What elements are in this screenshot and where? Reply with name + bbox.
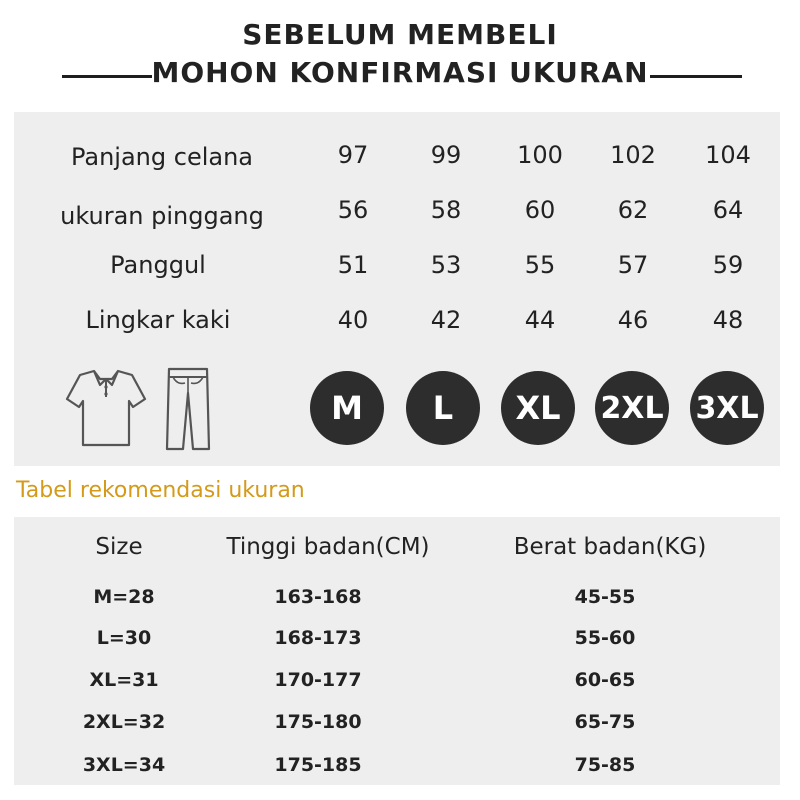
- row-label-lingkar-kaki: Lingkar kaki: [85, 306, 231, 334]
- size-cell: 104: [705, 141, 751, 169]
- size-cell: 51: [337, 251, 369, 279]
- size-cell: 97: [337, 141, 369, 169]
- table-cell-weight: 65-75: [574, 711, 636, 733]
- table-cell-height: 175-180: [274, 711, 362, 733]
- table-cell-weight: 45-55: [574, 586, 636, 608]
- title-rule-right: [650, 75, 742, 78]
- size-cell: 40: [337, 306, 369, 334]
- header-berat-badan: Berat badan(KG): [513, 534, 707, 560]
- row-label-panjang-celana: Panjang celana: [70, 143, 253, 171]
- size-cell: 42: [430, 306, 462, 334]
- size-cell: 57: [617, 251, 649, 279]
- size-cell: 44: [524, 306, 556, 334]
- table-cell-size: M=28: [93, 586, 155, 608]
- table-cell-weight: 60-65: [574, 669, 636, 691]
- size-cell: 64: [712, 196, 744, 224]
- size-cell: 102: [610, 141, 656, 169]
- size-cell: 56: [337, 196, 369, 224]
- table-cell-weight: 75-85: [574, 754, 636, 776]
- recommendation-title: Tabel rekomendasi ukuran: [16, 478, 305, 503]
- page-title: SEBELUM MEMBELI: [242, 18, 558, 51]
- size-cell: 53: [430, 251, 462, 279]
- size-badge-2xl: 2XL: [595, 371, 669, 445]
- header: [0, 0, 800, 105]
- size-cell: 60: [524, 196, 556, 224]
- page-subtitle: MOHON KONFIRMASI UKURAN: [151, 56, 649, 89]
- size-cell: 99: [430, 141, 462, 169]
- size-badge-xl: XL: [501, 371, 575, 445]
- size-cell: 100: [517, 141, 563, 169]
- size-cell: 59: [712, 251, 744, 279]
- table-cell-size: L=30: [96, 627, 152, 649]
- polo-shirt-icon: [64, 365, 148, 453]
- size-cell: 46: [617, 306, 649, 334]
- table-cell-weight: 55-60: [574, 627, 636, 649]
- table-cell-height: 175-185: [274, 754, 362, 776]
- table-cell-height: 163-168: [274, 586, 362, 608]
- table-cell-height: 170-177: [274, 669, 362, 691]
- size-badge-3xl: 3XL: [690, 371, 764, 445]
- table-cell-height: 168-173: [274, 627, 362, 649]
- size-badge-l: L: [406, 371, 480, 445]
- header-tinggi-badan: Tinggi badan(CM): [226, 534, 430, 560]
- pants-icon: [163, 365, 213, 455]
- size-cell: 55: [524, 251, 556, 279]
- row-label-panggul: Panggul: [110, 251, 206, 279]
- size-badge-m: M: [310, 371, 384, 445]
- table-cell-size: 2XL=32: [82, 711, 166, 733]
- table-cell-size: 3XL=34: [82, 754, 166, 776]
- table-cell-size: XL=31: [89, 669, 159, 691]
- header-size: Size: [95, 534, 143, 560]
- size-cell: 48: [712, 306, 744, 334]
- size-cell: 62: [617, 196, 649, 224]
- size-cell: 58: [430, 196, 462, 224]
- row-label-ukuran-pinggang: ukuran pinggang: [60, 202, 264, 230]
